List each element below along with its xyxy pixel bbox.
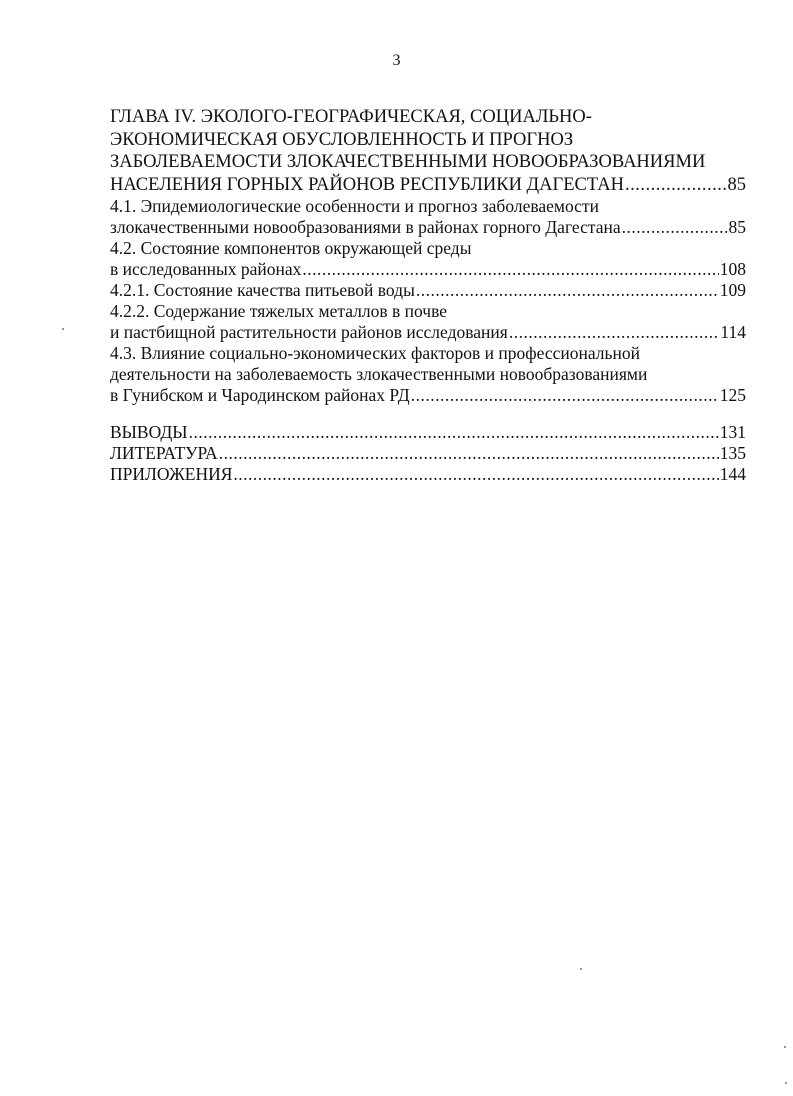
back-matter-title: ЛИТЕРАТУРА [110, 443, 218, 463]
section-title-line: в исследованных районах [110, 259, 302, 279]
dot-leader [189, 422, 719, 443]
section-title-line: и пастбищной растительности районов исследования [110, 322, 508, 342]
dot-leader [625, 174, 727, 197]
toc-entry-conclusions [110, 422, 746, 443]
section-title-line: 4.2.1. Состояние качества питьевой воды [110, 280, 415, 300]
dot-leader [509, 322, 720, 343]
page-ref: 109 [719, 280, 746, 300]
toc-entry-chapter-4 [110, 174, 746, 197]
toc-entry-4-3 [110, 385, 746, 406]
toc-entry-4-2-2 [110, 322, 746, 343]
back-matter-title: ВЫВОДЫ [110, 422, 188, 442]
page-ref: 144 [719, 464, 746, 484]
section-title-line: в Гунибском и Чародинском районах РД [110, 385, 410, 405]
section-title-line: деятельности на заболеваемость злокачественными новообразованиями [110, 364, 648, 384]
page-ref: 125 [719, 385, 746, 405]
back-matter-title: ПРИЛОЖЕНИЯ [110, 464, 233, 484]
dot-leader [233, 464, 718, 485]
section-title-line: 4.2.2. Содержание тяжелых металлов в почве [110, 301, 448, 321]
toc-entry-appendices [110, 464, 746, 485]
chapter-title-line: ЗАБОЛЕВАЕМОСТИ ЗЛОКАЧЕСТВЕННЫМИ НОВООБРАЗОВАНИЯМИ [110, 152, 706, 172]
table-of-contents [110, 106, 746, 485]
section-title-line: 4.3. Влияние социально-экономических факторов и профессиональной [110, 343, 640, 363]
dot-leader [219, 443, 719, 464]
toc-entry-4-2-1 [110, 280, 746, 301]
section-title-line: злокачественными новообразованиями в районах горного Дагестана [110, 217, 621, 237]
section-title-line: 4.1. Эпидемиологические особенности и прогноз заболеваемости [110, 196, 599, 216]
section-title-line: 4.2. Состояние компонентов окружающей среды [110, 238, 472, 258]
page-ref: 135 [719, 443, 746, 463]
page-ref: 85 [727, 174, 746, 195]
chapter-title-line: ГЛАВА IV. ЭКОЛОГО-ГЕОГРАФИЧЕСКАЯ, СОЦИАЛЬНО- [110, 107, 592, 127]
page-ref: 114 [720, 322, 746, 342]
dot-leader [302, 259, 718, 280]
scan-speck [784, 1046, 786, 1048]
scan-speck [785, 1082, 787, 1084]
dot-leader [416, 280, 719, 301]
toc-entry-literature [110, 443, 746, 464]
spacer [110, 406, 746, 422]
page-ref: 85 [728, 217, 746, 237]
scan-speck [62, 328, 64, 330]
toc-entry-4-2 [110, 259, 746, 280]
page-ref: 131 [719, 422, 746, 442]
page-number: 3 [392, 52, 401, 69]
page-ref: 108 [719, 259, 746, 279]
scan-speck [580, 968, 582, 970]
toc-entry-4-1 [110, 217, 746, 238]
chapter-title-line: НАСЕЛЕНИЯ ГОРНЫХ РАЙОНОВ РЕСПУБЛИКИ ДАГЕСТАН [110, 174, 624, 195]
dot-leader [411, 385, 719, 406]
chapter-title-line: ЭКОНОМИЧЕСКАЯ ОБУСЛОВЛЕННОСТЬ И ПРОГНОЗ [110, 129, 574, 150]
dot-leader [622, 217, 728, 238]
